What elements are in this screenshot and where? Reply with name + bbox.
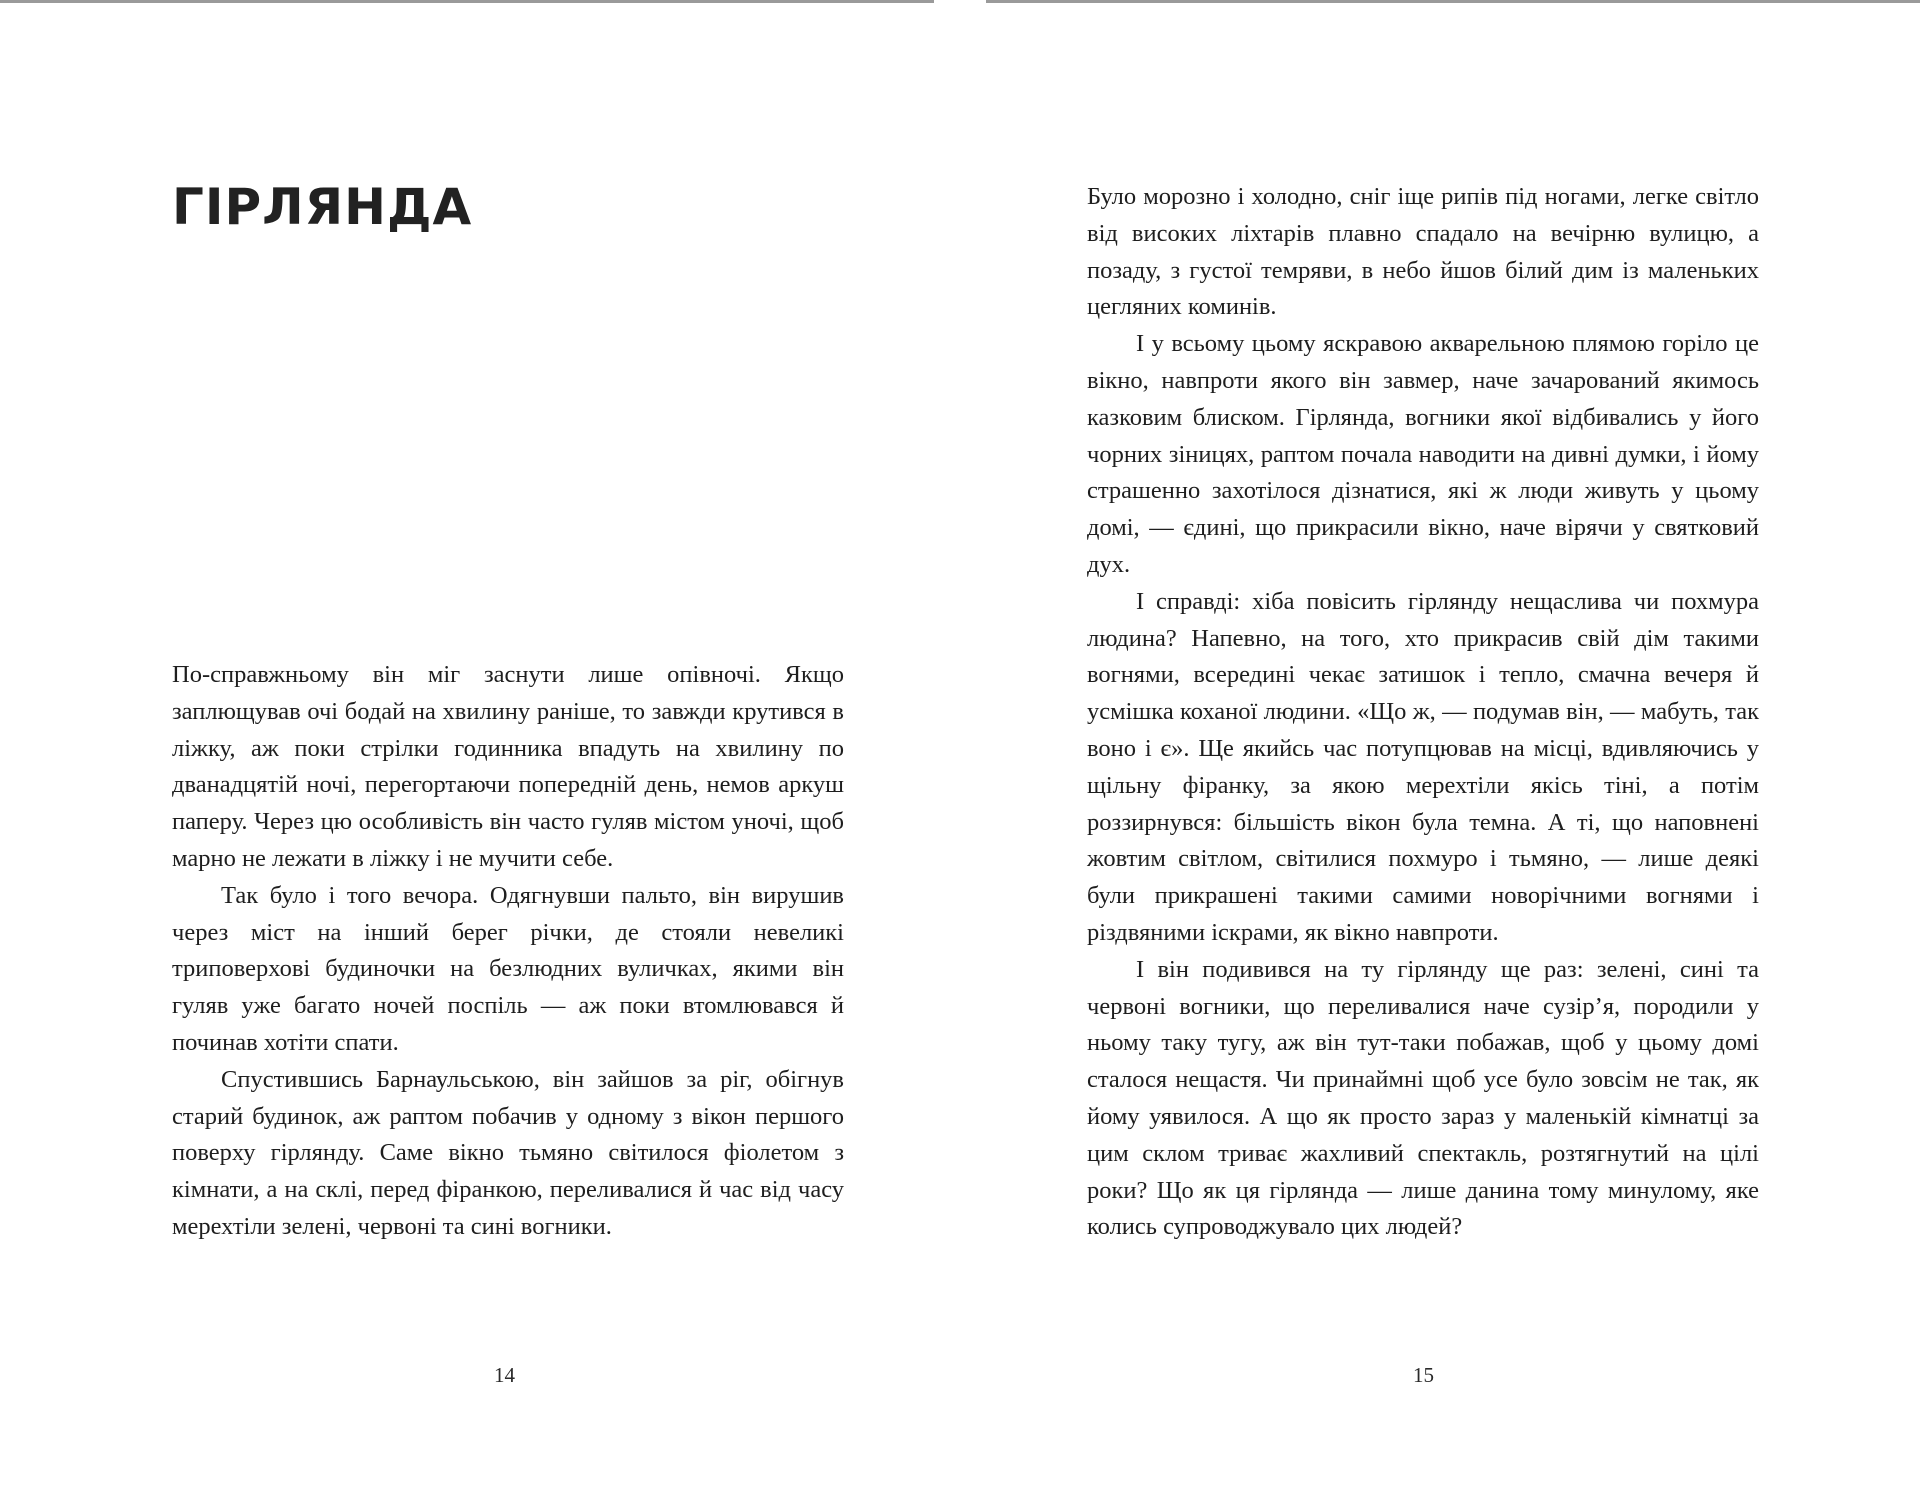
page-number: 14: [494, 1363, 515, 1387]
chapter-title: ГІРЛЯНДА: [172, 178, 473, 236]
paragraph: Так було і того вечора. Одягнувши пальто, він вирушив через міст на інший берег річки, де стояли невеликі триповерхові будиночки на безлюдних вуличках, якими він гуляв уже багато ночей поспіль — аж поки втомлювався й починав хотіти спати.: [172, 881, 844, 1056]
page-top-edge: [0, 0, 934, 3]
paragraph: І справді: хіба повісить гірлянду нещаслива чи похмура людина? Напевно, на того, хто прикрасив свій дім такими вогнями, всередині чекає затишок і тепло, смачна вечеря й усмішка коханої людини. «Що ж, — подумав він, — мабуть, так воно і є». Ще якийсь час потупцював на місці, вдивляючись у щільну фіранку, за якою мерехтіли якісь тіні, а потім роззирнувся: більшість вікон була темна. А ті, що наповнені жовтим світлом, світилися похмуро і тьмяно, — лише деякі були прикрашені такими самими новорічними вогнями і різдвяними іскрами, як вікно навпроти.: [1087, 587, 1759, 946]
page-number: 15: [1413, 1363, 1434, 1387]
left-page-text: [172, 657, 844, 1246]
paragraph: Спустившись Барнаульською, він зайшов за ріг, обігнув старий будинок, аж раптом побачив у одному з вікон першого поверху гірлянду. Саме вікно тьмяно світилося фіолетом з кімнати, а на склі, перед фіранкою, переливалися й час від часу мерехтіли зелені, червоні та сині вогники.: [172, 1065, 844, 1240]
right-page-text: [1087, 179, 1759, 1246]
right-page: [986, 0, 1920, 1501]
left-page: [0, 0, 934, 1501]
page-top-edge: [986, 0, 1920, 3]
paragraph: І у всьому цьому яскравою акварельною плямою горіло це вікно, навпроти якого він завмер, наче зачарований якимось казковим блиском. Гірлянда, вогники якої відбивались у його чорних зіницях, раптом почала наводити на дивні думки, і йому страшенно захотілося дізнатися, які ж люди живуть у цьому домі, — єдині, що прикрасили вікно, наче вірячи у святковий дух.: [1087, 330, 1759, 578]
paragraph: Було морозно і холодно, сніг іще рипів під ногами, легке світло від високих ліхтарів плавно спадало на вечірню вулицю, а позаду, з густої темряви, в небо йшов білий дим із маленьких цегляних коминів.: [1087, 183, 1759, 321]
paragraph: І він подивився на ту гірлянду ще раз: зелені, сині та червоні вогники, що переливалися наче сузір’я, породили у ньому таку тугу, аж він тут-таки побажав, щоб у цьому домі сталося нещастя. Чи принаймні щоб усе було зовсім не так, як йому уявилося. А що як просто зараз у маленькій кімнатці за цим склом триває жахливий спектакль, розтягнутий на цілі роки? Що як ця гірлянда — лише данина тому минулому, яке колись супроводжувало цих людей?: [1087, 955, 1759, 1241]
paragraph: По-справжньому він міг заснути лише опівночі. Якщо заплющував очі бодай на хвилину раніше, то завжди крутився в ліжку, аж поки стрілки годинника впадуть на хвилину по дванадцятій ночі, перегортаючи попередній день, немов аркуш паперу. Через цю особливість він часто гуляв містом уночі, щоб марно не лежати в ліжку і не мучити себе.: [172, 661, 844, 872]
